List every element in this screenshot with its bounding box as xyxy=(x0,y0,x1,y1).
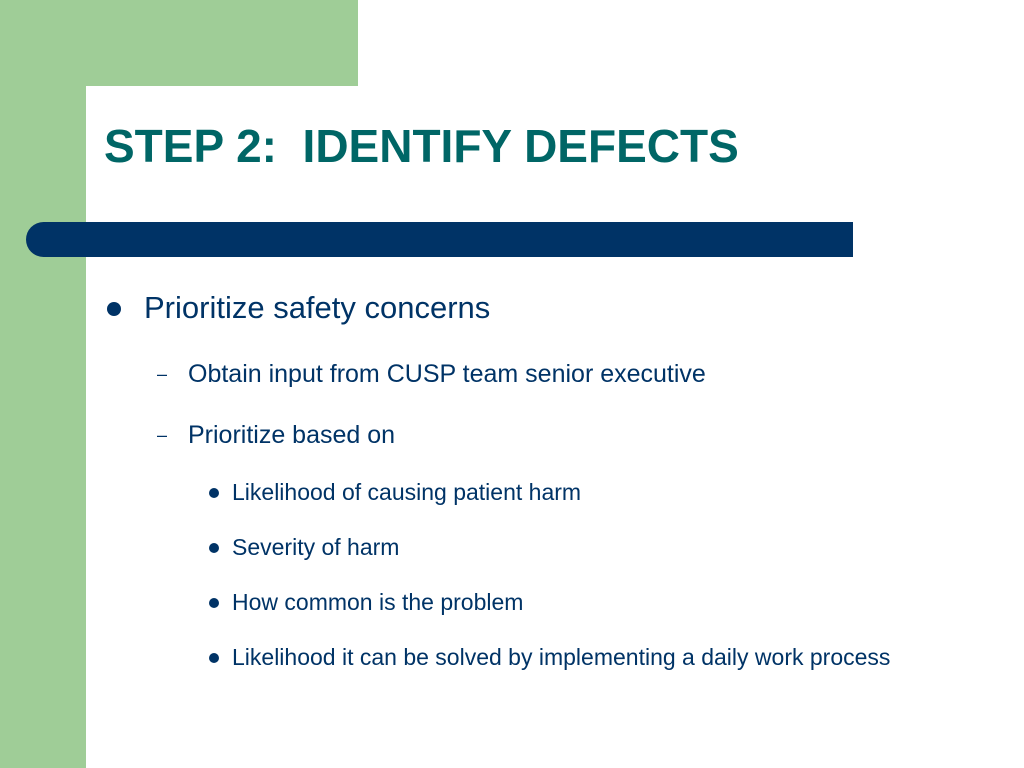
sub-bullet-level2 xyxy=(157,419,395,451)
bullet-text: Prioritize safety concerns xyxy=(144,290,491,325)
sub-bullet-level3 xyxy=(209,633,909,681)
sub-sub-bullet-text: Likelihood of causing patient harm xyxy=(232,479,582,505)
sub-bullet-text: Prioritize based on xyxy=(188,421,396,449)
sub-bullet-text: Obtain input from CUSP team senior executive xyxy=(188,360,706,388)
slide-title: STEP 2: IDENTIFY DEFECTS xyxy=(104,120,739,172)
green-top-block xyxy=(0,0,358,86)
title-divider-bar xyxy=(26,222,853,257)
sub-sub-bullet-text: Severity of harm xyxy=(232,534,400,560)
dash-bullet-icon: – xyxy=(157,364,168,384)
sub-bullet-level3 xyxy=(209,578,523,626)
bullet-level1 xyxy=(107,288,490,328)
sub-bullet-level3 xyxy=(209,523,399,571)
sub-sub-bullet-text: Likelihood it can be solved by implementing a daily work process xyxy=(232,644,891,670)
bullet-dot-icon xyxy=(209,598,219,608)
sub-sub-bullet-text: How common is the problem xyxy=(232,589,524,615)
green-side-strip xyxy=(0,0,86,768)
bullet-dot-icon xyxy=(107,302,121,316)
sub-bullet-level3 xyxy=(209,468,581,516)
bullet-dot-icon xyxy=(209,543,219,553)
bullet-dot-icon xyxy=(209,488,219,498)
dash-bullet-icon: – xyxy=(157,425,168,445)
sub-bullet-level2 xyxy=(157,358,706,390)
bullet-dot-icon xyxy=(209,653,219,663)
